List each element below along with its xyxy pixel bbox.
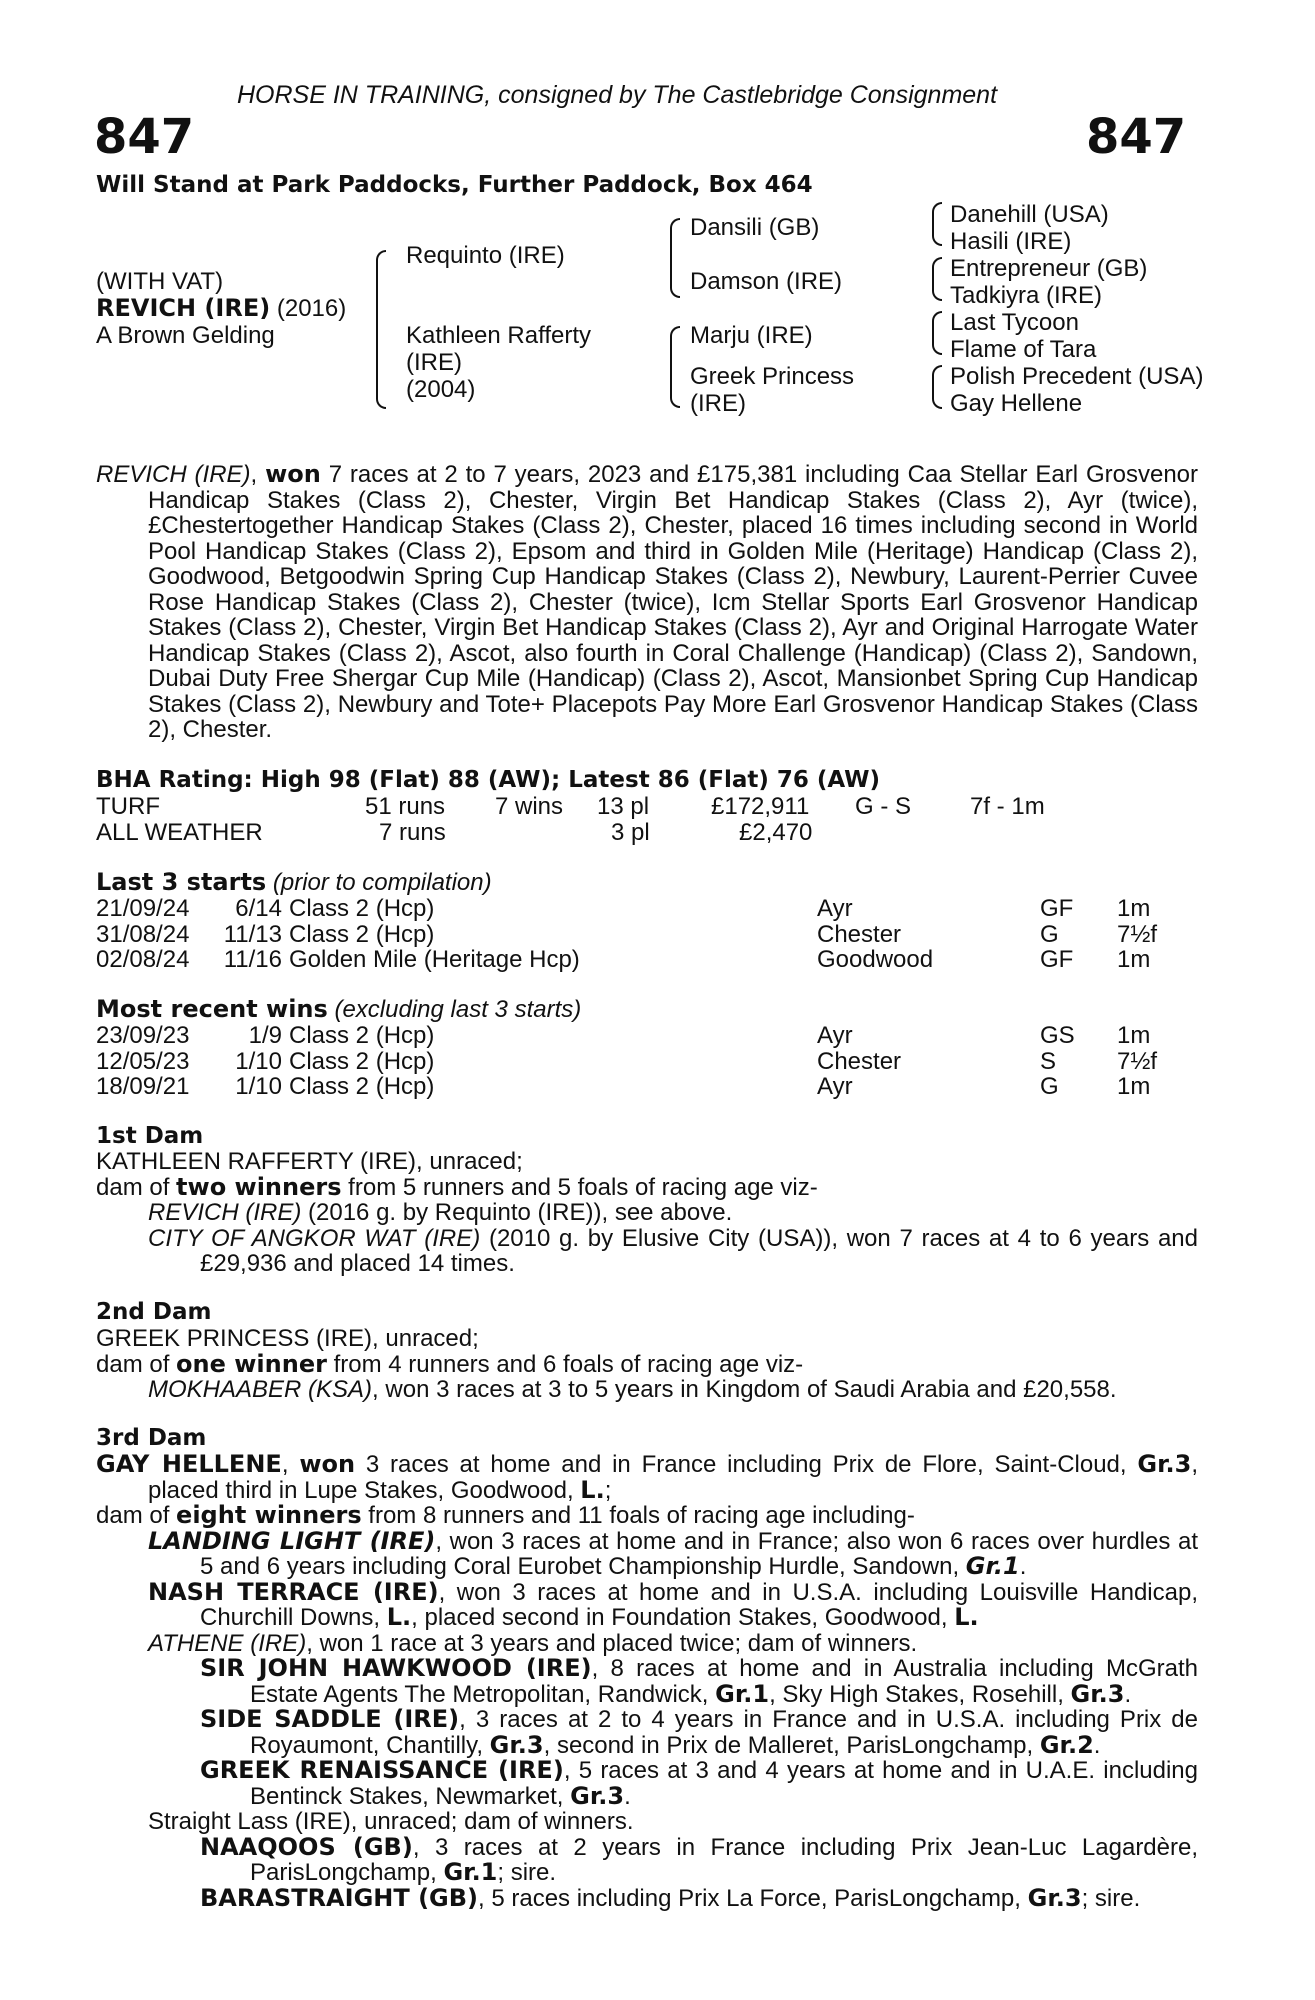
progeny-name: NAAQOOS (GB) bbox=[200, 1832, 413, 1861]
text: ; bbox=[604, 1476, 612, 1504]
race-position: 6/14 bbox=[235, 895, 282, 922]
dam1-body bbox=[96, 1149, 1198, 1277]
dam3-heading: 3rd Dam bbox=[96, 1425, 207, 1451]
race-name: Class 2 (Hcp) bbox=[289, 1047, 435, 1075]
text: . bbox=[1124, 1680, 1132, 1708]
winners-count: one winner bbox=[176, 1349, 327, 1378]
last3-title: Last 3 starts bbox=[96, 868, 267, 896]
grade: Gr.1 bbox=[443, 1858, 498, 1886]
horse-name-line bbox=[96, 296, 346, 321]
race-distance: 7½f bbox=[1117, 1047, 1158, 1075]
race-going: GS bbox=[1040, 1022, 1075, 1049]
progeny-name: SIR JOHN HAWKWOOD (IRE) bbox=[200, 1654, 592, 1682]
aw-runs: 7 runs bbox=[379, 819, 446, 846]
horse-name: REVICH (IRE) bbox=[96, 294, 271, 322]
race-name: Golden Mile (Heritage Hcp) bbox=[289, 946, 580, 973]
page-header-title: HORSE IN TRAINING, consigned by The Castlebridge Consignment bbox=[237, 81, 998, 109]
dam3-name: GAY HELLENE bbox=[96, 1450, 282, 1478]
text: dam of bbox=[96, 1173, 177, 1201]
pedigree-brace bbox=[670, 326, 680, 408]
race-course: Goodwood bbox=[817, 946, 934, 973]
winners-count: eight winners bbox=[176, 1501, 362, 1529]
grade: Gr.3 bbox=[1070, 1679, 1125, 1708]
progeny-text: , won 3 races at 3 to 5 years in Kingdom of Saudi Arabia and £20,558. bbox=[372, 1376, 1117, 1403]
dam1-line1: KATHLEEN RAFFERTY (IRE), unraced; bbox=[96, 1148, 523, 1175]
dam1-dam-of bbox=[96, 1174, 818, 1201]
race-distance: 7½f bbox=[1117, 920, 1158, 948]
granddam-ancestor: Polish Precedent (USA) bbox=[950, 363, 1204, 390]
grade: L. bbox=[954, 1603, 979, 1631]
race-going: S bbox=[1040, 1047, 1057, 1075]
aw-label: ALL WEATHER bbox=[96, 819, 263, 846]
vat-note: (WITH VAT) bbox=[96, 268, 224, 295]
text: . bbox=[624, 1782, 631, 1810]
grade: Gr.3 bbox=[570, 1781, 625, 1810]
race-summary: REVICH (IRE), won 7 races at 2 to 7 years, 2023 and £175,381 including Caa Stellar Earl Grosvenor Handicap Stakes (Class 2), Chester, Virgin Bet Handicap Stakes (Class 2), Ayr (twice), £Chestertogether Handicap Stakes (Class 2), Chester, placed 16 times including second in World Pool Handicap Stakes (Class 2), Epsom and third in Golden Mile (Heritage) Handicap (Class 2), Goodwood, Betgoodwin Spring Cup Handicap Stakes (Class 2), Newbury, Laurent-Perrier Cuvee Rose Handicap Stakes (Class 2), Chester (twice), Icm Stellar Sports Earl Grosvenor Handicap Stakes (Class 2), Chester, Virgin Bet Handicap Stakes (Class 2), Ayr and Original Harrogate Water Handicap Stakes (Class 2), Ascot, also fourth in Coral Challenge (Handicap) (Class 2), Sandown, Dubai Duty Free Shergar Cup Mile (Handicap) (Class 2), Ascot, Mansionbet Spring Cup Handicap Stakes (Class 2), Newbury and Tote+ Placepots Pay More Earl Grosvenor Handicap Stakes (Class 2), Chester. bbox=[96, 460, 1199, 743]
progeny-entry bbox=[96, 1883, 1198, 1912]
turf-going: G - S bbox=[855, 793, 912, 820]
race-date: 18/09/21 bbox=[96, 1073, 190, 1100]
race-course: Chester bbox=[817, 920, 902, 948]
race-distance: 1m bbox=[1117, 1022, 1151, 1049]
turf-distance: 7f - 1m bbox=[970, 793, 1045, 820]
turf-earnings: £172,911 bbox=[711, 793, 810, 820]
race-date: 21/09/24 bbox=[96, 895, 190, 922]
horse-year: (2016) bbox=[276, 295, 347, 322]
pedigree-brace bbox=[932, 257, 942, 301]
race-position: 11/16 bbox=[223, 946, 282, 973]
text: dam of bbox=[96, 1502, 177, 1529]
progeny-name: GREEK RENAISSANCE (IRE) bbox=[200, 1756, 564, 1784]
grade: L. bbox=[386, 1603, 412, 1631]
race-distance: 1m bbox=[1117, 946, 1151, 973]
race-date: 31/08/24 bbox=[96, 920, 190, 948]
summary-text: 7 races at 2 to 7 years, 2023 and £175,381 including Caa Stellar Earl Grosvenor Handicap Stakes (Class 2), Chester, Virgin Bet Handicap Stakes (Class 2), Ayr (twice), £Chestertogether Handicap Stakes (Class 2), Chester, placed 16 times including second in World Pool Handicap Stakes (Class 2), Epsom and third in Golden Mile (Heritage) Handicap (Class 2), Goodwood, Betgoodwin Spring Cup Handicap Stakes (Class 2), Newbury, Laurent-Perrier Cuvee Rose Handicap Stakes (Class 2), Chester (twice), Icm Stellar Sports Earl Grosvenor Handicap Stakes (Class 2), Chester, Virgin Bet Handicap Stakes (Class 2), Ayr and Original Harrogate Water Handicap Stakes (Class 2), Ascot, also fourth in Coral Challenge (Handicap) (Class 2), Sandown, Dubai Duty Free Shergar Cup Mile (Handicap) (Class 2), Ascot, Mansionbet Spring Cup Handicap Stakes (Class 2), Newbury and Tote+ Placepots Pay More Earl Grosvenor Handicap Stakes (Class 2), Chester. bbox=[148, 461, 1199, 743]
summary-horse-name: REVICH (IRE) bbox=[96, 461, 251, 488]
progeny-entry: Straight Lass (IRE), unraced; dam of winners. bbox=[148, 1808, 634, 1835]
race-distance: 1m bbox=[1117, 895, 1151, 922]
progeny-name: LANDING LIGHT (IRE) bbox=[148, 1526, 436, 1555]
recent-title: Most recent wins bbox=[96, 995, 328, 1023]
granddam-ancestor: Flame of Tara bbox=[950, 336, 1097, 363]
pedigree-brace bbox=[932, 311, 942, 355]
progeny-name: NASH TERRACE (IRE) bbox=[148, 1577, 439, 1606]
race-going: G bbox=[1040, 920, 1059, 948]
text: . bbox=[1093, 1731, 1101, 1759]
race-going: G bbox=[1040, 1073, 1059, 1100]
granddam-ancestor: Danehill (USA) bbox=[950, 201, 1109, 228]
granddam-ancestor: Entrepreneur (GB) bbox=[950, 255, 1148, 282]
race-course: Ayr bbox=[817, 1022, 853, 1049]
progeny-text: , 5 races at 3 and 4 years at home and in U.A.E. including Bentinck Stakes, Newmarket, bbox=[250, 1757, 1199, 1810]
progeny-entry bbox=[96, 1758, 1198, 1809]
sire-dam: Damson (IRE) bbox=[690, 268, 843, 295]
grade: Gr.3 bbox=[1137, 1450, 1192, 1478]
progeny-text: , 8 races at home and in Australia including McGrath Estate Agents The Metropolitan, Randwick, bbox=[250, 1655, 1198, 1708]
dam-line3: (2004) bbox=[406, 376, 476, 403]
dam3-intro: GAY HELLENE, won 3 races at home and in France including Prix de Flore, Saint-Cloud, Gr.3, placed third in Lupe Stakes, Goodwood, L.; bbox=[96, 1450, 1199, 1504]
turf-runs: 51 runs bbox=[365, 793, 446, 820]
race-name: Class 2 (Hcp) bbox=[289, 920, 435, 948]
sire-sire: Dansili (GB) bbox=[690, 214, 820, 241]
dam3-body bbox=[96, 1452, 1198, 1911]
summary-won: won bbox=[265, 460, 321, 488]
horse-description: A Brown Gelding bbox=[96, 322, 275, 349]
text: ; sire. bbox=[1081, 1884, 1141, 1912]
text: 3 races at home and in France including Prix de Flore, Saint-Cloud, bbox=[355, 1451, 1138, 1478]
lot-number-right: 847 bbox=[1086, 109, 1187, 165]
sire: Requinto (IRE) bbox=[406, 242, 565, 269]
progeny-text: (2010 g. by Elusive City (USA)), won 7 races at 4 to 6 years and £29,936 and placed 14 times. bbox=[200, 1224, 1198, 1277]
dam2-heading: 2nd Dam bbox=[96, 1299, 212, 1325]
race-distance: 1m bbox=[1117, 1073, 1151, 1100]
dam-sire: Marju (IRE) bbox=[690, 322, 813, 349]
dam2-line1: GREEK PRINCESS (IRE), unraced; bbox=[96, 1325, 479, 1352]
recent-heading bbox=[96, 997, 581, 1022]
progeny-entry bbox=[96, 1656, 1198, 1707]
aw-placed: 3 pl bbox=[611, 819, 650, 846]
text: . bbox=[1019, 1553, 1027, 1580]
progeny-text: , 3 races at 2 to 4 years in France and in U.S.A. including Prix de Royaumont, Chantilly, bbox=[250, 1706, 1199, 1759]
text: from 5 runners and 5 foals of racing age viz- bbox=[341, 1173, 818, 1201]
progeny-text: , won 3 races at home and in France; also won 6 races over hurdles at 5 and 6 years including Coral Eurobet Championship Hurdle, Sandown, bbox=[200, 1527, 1198, 1580]
grade: L. bbox=[580, 1475, 605, 1504]
progeny-text: , won 3 races at home and in U.S.A. including Louisville Handicap, Churchill Downs, bbox=[200, 1578, 1198, 1631]
pedigree-brace bbox=[670, 218, 680, 298]
last3-note: (prior to compilation) bbox=[272, 869, 492, 896]
pedigree-brace bbox=[932, 365, 942, 409]
progeny-entry bbox=[96, 1226, 1198, 1277]
race-course: Ayr bbox=[817, 1073, 853, 1100]
grade: Gr.3 bbox=[489, 1730, 544, 1759]
text: dam of bbox=[96, 1350, 177, 1378]
grade: Gr.3 bbox=[1027, 1883, 1082, 1912]
race-date: 23/09/23 bbox=[96, 1022, 190, 1049]
text: from 4 runners and 6 foals of racing age viz- bbox=[326, 1350, 804, 1378]
granddam-ancestor: Hasili (IRE) bbox=[950, 228, 1072, 255]
recent-note: (excluding last 3 starts) bbox=[334, 996, 582, 1023]
winners-count: two winners bbox=[176, 1172, 342, 1201]
pedigree-brace bbox=[932, 202, 942, 246]
grade: Gr.1 bbox=[715, 1679, 770, 1708]
progeny-entry bbox=[96, 1832, 1199, 1886]
progeny-name: BARASTRAIGHT (GB) bbox=[200, 1883, 479, 1912]
stand-location: Will Stand at Park Paddocks, Further Paddock, Box 464 bbox=[96, 172, 813, 198]
race-position: 11/13 bbox=[223, 920, 282, 948]
turf-wins: 7 wins bbox=[495, 793, 564, 820]
race-name: Class 2 (Hcp) bbox=[289, 1022, 435, 1049]
text: , placed third in Lupe Stakes, Goodwood, bbox=[148, 1451, 1199, 1504]
progeny-text: , won 1 race at 3 years and placed twice; dam of winners. bbox=[306, 1629, 918, 1657]
race-position: 1/9 bbox=[248, 1022, 282, 1049]
race-going: GF bbox=[1040, 946, 1074, 973]
race-position: 1/10 bbox=[235, 1047, 282, 1075]
race-course: Chester bbox=[817, 1047, 902, 1075]
progeny-name: SIDE SADDLE (IRE) bbox=[200, 1705, 460, 1733]
progeny-entry bbox=[96, 1377, 1198, 1403]
lot-number-left: 847 bbox=[94, 109, 195, 165]
bha-rating: BHA Rating: High 98 (Flat) 88 (AW); Latest 86 (Flat) 76 (AW) bbox=[96, 767, 881, 793]
text: ; sire. bbox=[497, 1859, 557, 1886]
last3-heading bbox=[96, 870, 492, 895]
race-name: Class 2 (Hcp) bbox=[289, 895, 435, 922]
text: , Sky High Stakes, Rosehill, bbox=[769, 1680, 1071, 1708]
race-course: Ayr bbox=[817, 895, 853, 922]
race-going: GF bbox=[1040, 895, 1074, 922]
text: from 8 runners and 11 foals of racing age including- bbox=[361, 1502, 915, 1529]
granddam-ancestor: Gay Hellene bbox=[950, 390, 1083, 417]
dam-line1: Kathleen Rafferty bbox=[406, 322, 592, 349]
progeny-name: CITY OF ANGKOR WAT (IRE) bbox=[148, 1224, 481, 1252]
dam1-heading: 1st Dam bbox=[96, 1123, 204, 1149]
text: , second in Prix de Malleret, ParisLongchamp, bbox=[543, 1731, 1040, 1759]
race-date: 02/08/24 bbox=[96, 946, 190, 973]
dam3-dam-of bbox=[96, 1502, 915, 1529]
dam-dam-line1: Greek Princess bbox=[690, 363, 855, 390]
race-position: 1/10 bbox=[235, 1073, 282, 1100]
progeny-entry bbox=[96, 1200, 1198, 1226]
dam2-body bbox=[96, 1326, 1198, 1403]
progeny-text: (2016 g. by Requinto (IRE)), see above. bbox=[301, 1199, 733, 1226]
turf-placed: 13 pl bbox=[597, 793, 650, 820]
dam-line2: (IRE) bbox=[406, 349, 462, 376]
turf-label: TURF bbox=[96, 793, 160, 820]
dam3-won: won bbox=[299, 1450, 356, 1478]
granddam-ancestor: Last Tycoon bbox=[950, 309, 1079, 336]
progeny-text: , 3 races at 2 years in France including Prix Jean-Luc Lagardère, ParisLongchamp, bbox=[250, 1833, 1199, 1886]
grade: Gr.1 bbox=[965, 1552, 1020, 1580]
aw-earnings: £2,470 bbox=[739, 819, 813, 846]
progeny-name: REVICH (IRE) bbox=[148, 1199, 302, 1226]
grade: Gr.2 bbox=[1039, 1730, 1094, 1759]
granddam-ancestor: Tadkiyra (IRE) bbox=[950, 282, 1103, 309]
pedigree-brace bbox=[376, 250, 386, 409]
dam-dam-line2: (IRE) bbox=[690, 390, 746, 417]
text: , placed second in Foundation Stakes, Goodwood, bbox=[411, 1604, 955, 1631]
race-name: Class 2 (Hcp) bbox=[289, 1073, 435, 1100]
race-date: 12/05/23 bbox=[96, 1047, 190, 1075]
progeny-entry bbox=[96, 1631, 1198, 1657]
progeny-entry bbox=[96, 1526, 1198, 1580]
progeny-name: MOKHAABER (KSA) bbox=[148, 1376, 373, 1403]
progeny-text: , 5 races including Prix La Force, ParisLongchamp, bbox=[478, 1884, 1028, 1912]
progeny-entry bbox=[96, 1707, 1198, 1758]
progeny-entry bbox=[96, 1577, 1198, 1631]
dam2-dam-of bbox=[96, 1351, 803, 1378]
progeny-name: ATHENE (IRE) bbox=[148, 1629, 307, 1657]
